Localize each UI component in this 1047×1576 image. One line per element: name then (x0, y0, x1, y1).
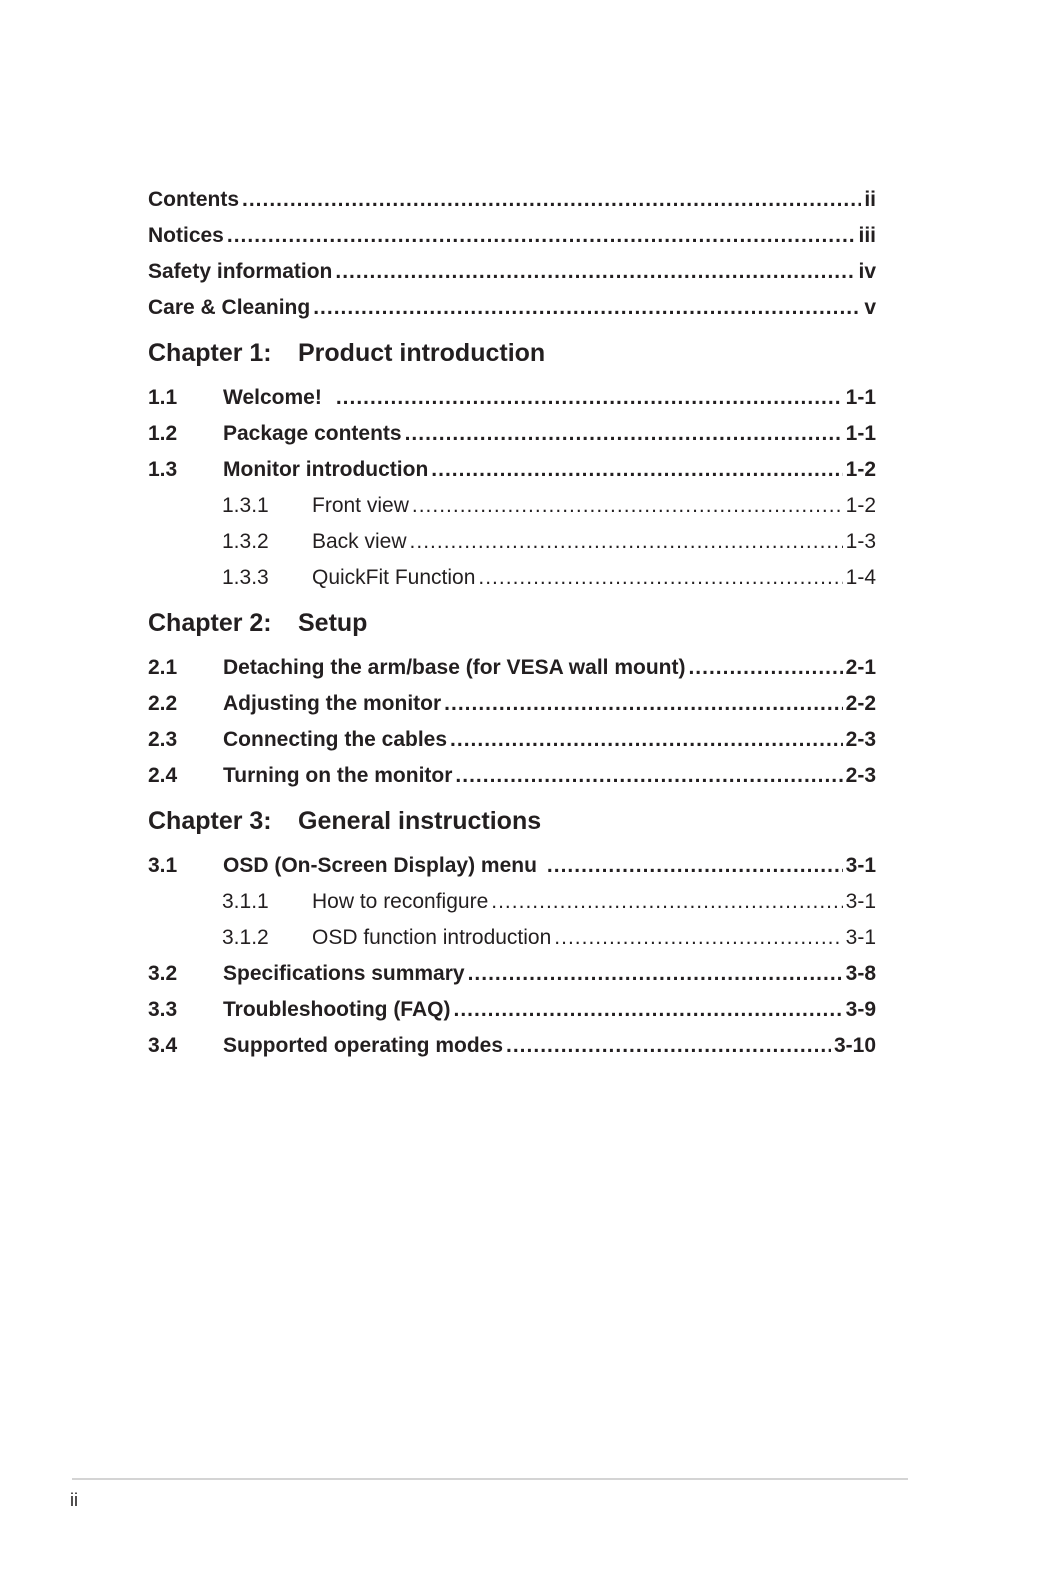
dot-leader (242, 182, 861, 218)
toc-entry-contents[interactable] (148, 182, 876, 218)
toc-entry-label: Package contents (223, 422, 402, 445)
toc-entry-page: 3-1 (845, 926, 876, 949)
section-number: 2.1 (148, 656, 178, 679)
dot-leader (547, 848, 843, 884)
toc-entry-care-cleaning[interactable] (148, 290, 876, 326)
dot-leader (688, 650, 842, 686)
dot-leader (478, 560, 842, 596)
toc-entry-label: Back view (312, 530, 407, 553)
dot-leader (431, 452, 842, 488)
section-number: 3.3 (148, 998, 178, 1021)
toc-entry-1-1[interactable] (148, 380, 876, 416)
dot-leader (554, 920, 842, 956)
toc-entry-notices[interactable] (148, 218, 876, 254)
toc-entry-3-1[interactable] (148, 848, 876, 884)
toc-entry-page: 1-2 (845, 458, 876, 481)
toc-entry-3-1-1[interactable] (148, 884, 876, 920)
toc-entry-label: Contents (148, 188, 239, 211)
dot-leader (410, 524, 843, 560)
chapter-heading-3[interactable] (148, 794, 876, 840)
toc-entry-page: 1-1 (845, 386, 876, 409)
chapter-title: Product introduction (298, 339, 546, 367)
page-number: ii (70, 1490, 78, 1510)
dot-leader (336, 380, 843, 416)
toc-entry-3-1-2[interactable] (148, 920, 876, 956)
dot-leader (455, 758, 842, 794)
dot-leader (468, 956, 843, 992)
toc-entry-label: Notices (148, 224, 224, 247)
dot-leader (412, 488, 843, 524)
chapter-heading-2[interactable] (148, 596, 876, 642)
toc-entry-1-3-1[interactable] (148, 488, 876, 524)
toc-entry-page: 2-2 (845, 692, 876, 715)
toc-entry-label: Care & Cleaning (148, 296, 311, 319)
toc-entry-safety-information[interactable] (148, 254, 876, 290)
footer-divider (72, 1478, 908, 1480)
section-number: 3.4 (148, 1034, 178, 1057)
section-number: 2.3 (148, 728, 178, 751)
toc-entry-label: Detaching the arm/base (for VESA wall mount) (223, 656, 686, 679)
toc-entry-page: iii (858, 224, 876, 247)
toc-entry-label: OSD (On-Screen Display) menu (223, 854, 537, 877)
toc-entry-page: 1-4 (845, 566, 876, 589)
subsection-number: 1.3.3 (222, 566, 269, 589)
section-number: 1.3 (148, 458, 178, 481)
toc-entry-page: 2-3 (845, 728, 876, 751)
section-number: 1.1 (148, 386, 178, 409)
toc-entry-label: Turning on the monitor (223, 764, 453, 787)
toc-entry-label: Adjusting the monitor (223, 692, 442, 715)
toc-entry-3-3[interactable] (148, 992, 876, 1028)
chapter-title: Setup (298, 609, 368, 637)
section-number: 3.2 (148, 962, 178, 985)
toc-entry-2-4[interactable] (148, 758, 876, 794)
chapter-title: General instructions (298, 807, 542, 835)
chapter-heading-1[interactable] (148, 326, 876, 372)
section-number: 3.1 (148, 854, 178, 877)
toc-entry-page: 2-3 (845, 764, 876, 787)
chapter-number: Chapter 3: (148, 807, 272, 835)
dot-leader (444, 686, 842, 722)
toc-entry-2-3[interactable] (148, 722, 876, 758)
toc-entry-label: QuickFit Function (312, 566, 476, 589)
toc-entry-1-3[interactable] (148, 452, 876, 488)
chapter-number: Chapter 1: (148, 339, 272, 367)
toc-entry-1-3-3[interactable] (148, 560, 876, 596)
dot-leader (453, 992, 842, 1028)
toc-entry-2-1[interactable] (148, 650, 876, 686)
toc-entry-label: Supported operating modes (223, 1034, 504, 1057)
toc-entry-label: Connecting the cables (223, 728, 448, 751)
chapter-number: Chapter 2: (148, 609, 272, 637)
toc-entry-3-2[interactable] (148, 956, 876, 992)
toc-entry-page: 3-8 (845, 962, 876, 985)
toc-entry-page: 1-2 (845, 494, 876, 517)
dot-leader (491, 884, 842, 920)
toc-entry-label: How to reconfigure (312, 890, 489, 913)
toc-entry-page: iv (858, 260, 876, 283)
toc-entry-label: Monitor introduction (223, 458, 429, 481)
toc-entry-2-2[interactable] (148, 686, 876, 722)
section-number: 2.2 (148, 692, 178, 715)
toc-entry-page: 3-9 (845, 998, 876, 1021)
toc-entry-page: v (864, 296, 876, 319)
toc-entry-page: 3-1 (845, 854, 876, 877)
toc-entry-page: 1-1 (845, 422, 876, 445)
toc-entry-label: Specifications summary (223, 962, 465, 985)
subsection-number: 1.3.1 (222, 494, 269, 517)
subsection-number: 3.1.1 (222, 890, 269, 913)
dot-leader (506, 1028, 831, 1064)
toc-entry-1-2[interactable] (148, 416, 876, 452)
dot-leader (450, 722, 843, 758)
section-number: 1.2 (148, 422, 178, 445)
toc-entry-1-3-2[interactable] (148, 524, 876, 560)
dot-leader (227, 218, 856, 254)
toc-entry-page: 3-10 (833, 1034, 876, 1057)
dot-leader (313, 290, 861, 326)
toc-entry-label: Safety information (148, 260, 333, 283)
toc-entry-page: 3-1 (845, 890, 876, 913)
section-number: 2.4 (148, 764, 178, 787)
subsection-number: 3.1.2 (222, 926, 269, 949)
toc-entry-label: Troubleshooting (FAQ) (223, 998, 451, 1021)
table-of-contents (148, 182, 876, 1064)
toc-entry-page: 1-3 (845, 530, 876, 553)
toc-entry-label: OSD function introduction (312, 926, 552, 949)
subsection-number: 1.3.2 (222, 530, 269, 553)
dot-leader (335, 254, 855, 290)
dot-leader (405, 416, 843, 452)
toc-entry-label: Welcome! (223, 386, 322, 409)
toc-entry-3-4[interactable] (148, 1028, 876, 1064)
toc-entry-page: 2-1 (845, 656, 876, 679)
toc-entry-page: ii (864, 188, 876, 211)
toc-entry-label: Front view (312, 494, 409, 517)
